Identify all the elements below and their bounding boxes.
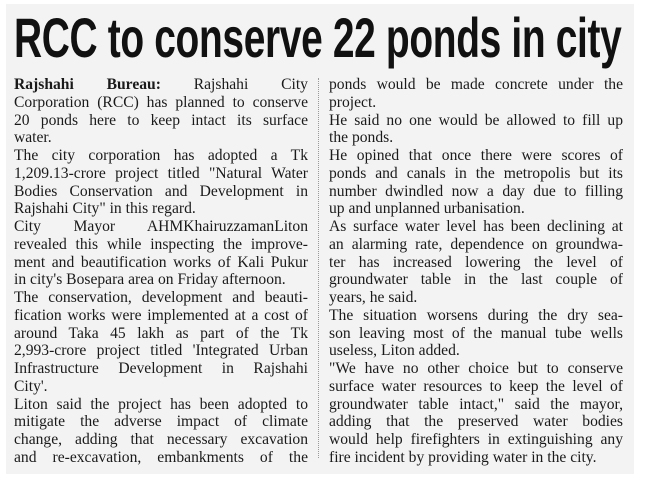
text-line: water. (14, 129, 52, 147)
paragraph (329, 76, 623, 112)
text-line: adding that the preserved water bodies (329, 413, 623, 431)
text-line: number dwindled now a day due to filling (329, 182, 623, 200)
dateline: Rajshahi Bureau: (14, 76, 161, 93)
paragraph (14, 289, 308, 396)
text-line: useless, Liton added. (329, 342, 460, 360)
text-line: 1,209.13-crore project titled "Natural Water (14, 164, 308, 182)
text-line: years, he said. (329, 289, 418, 306)
paragraph (14, 76, 308, 147)
text-line: and re-excavation, embankments of the (14, 448, 308, 466)
text-line: 20 ponds here to keep intact its surface (14, 111, 308, 129)
text-line: mitigate the adverse impact of climate (14, 413, 308, 431)
text-line: ponds would be made concrete under the (329, 76, 623, 93)
text-line: He opined that once there were scores of (329, 147, 623, 164)
text-line: in city's Bosepara area on Friday afternoon. (14, 271, 286, 289)
article-column-left (14, 76, 308, 467)
text-line: would help firefighters in extinguishing any (329, 431, 623, 448)
text-line: ponds and canals in the metropolis but its (329, 164, 623, 182)
text-line: son leaving most of the manual tube wells (329, 324, 623, 342)
paragraph (14, 218, 308, 289)
headline: RCC to conserve 22 ponds in city (14, 6, 622, 69)
text-line (14, 76, 308, 94)
text: Rajshahi City (193, 76, 308, 93)
text-line: Infrastructure Development in Rajshahi (14, 360, 308, 377)
text-line: groundwater table intact," said the mayor, (329, 395, 623, 413)
text-line: City Mayor AHMKhairuzzamanLiton (14, 218, 308, 235)
text-line: revealed this while inspecting the improve- (14, 235, 308, 253)
paragraph (14, 396, 308, 467)
paragraph (14, 147, 308, 218)
text-line: 2,993-crore project titled 'Integrated Urban (14, 342, 308, 360)
text-line: The city corporation has adopted a Tk (14, 147, 308, 164)
article-column-right (329, 76, 623, 467)
text-line: Rajshahi City" in this regard. (14, 200, 196, 218)
text-line: fire incident by providing water in the city. (329, 448, 597, 466)
text-line: Liton said the project has been adopted to (14, 395, 308, 413)
text-line: Bodies Conservation and Development in (14, 182, 308, 200)
text-line: ter has increased lowering the level of (329, 253, 623, 271)
paragraph (329, 218, 623, 307)
text-line: The situation worsens during the dry sea- (329, 306, 623, 324)
news-clipping (6, 4, 634, 474)
paragraph (329, 147, 623, 218)
text-line: groundwater table in the last couple of (329, 271, 623, 289)
paragraph (329, 360, 623, 467)
text-line: an alarming rate, dependence on groundwa- (329, 235, 623, 253)
text-line: surface water resources to keep the level of (329, 377, 623, 395)
text-line: up and unplanned urbanisation. (329, 200, 525, 218)
text-line: Corporation (RCC) has planned to conserve (14, 93, 308, 111)
text-line: The conservation, development and beauti- (14, 289, 308, 306)
text-line: project. (329, 93, 377, 111)
text-line: City'. (14, 377, 48, 395)
paragraph (329, 307, 623, 360)
text-line: As surface water level has been declining at (329, 218, 623, 235)
column-divider (318, 78, 319, 458)
text-line: change, adding that necessary excavation (14, 431, 308, 448)
text-line: ment and beautification works of Kali Pukur (14, 253, 308, 271)
text-line: around Taka 45 lakh as part of the Tk (14, 324, 308, 342)
text-line: "We have no other choice but to conserve (329, 360, 623, 377)
paragraph (329, 112, 623, 148)
text-line: the ponds. (329, 129, 394, 147)
text-line: fication works were implemented at a cost of (14, 306, 308, 324)
text-line: He said no one would be allowed to fill up (329, 111, 623, 129)
